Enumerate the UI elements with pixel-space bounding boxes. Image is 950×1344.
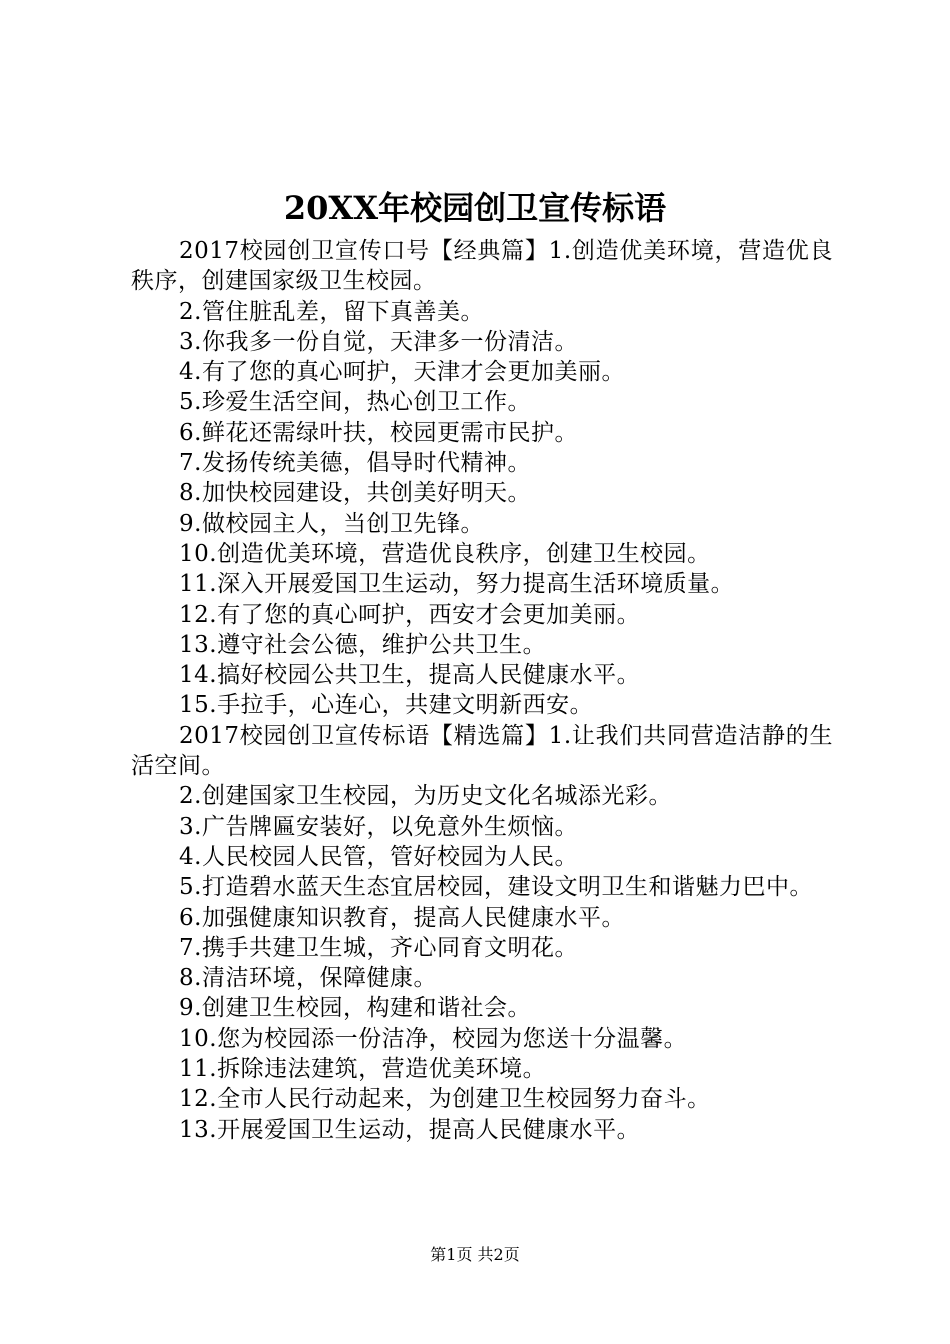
paragraph: 3.你我多一份自觉，天津多一份清洁。 (179, 328, 578, 355)
paragraph: 6.鲜花还需绿叶扶，校园更需市民护。 (179, 419, 578, 446)
paragraph: 11.拆除违法建筑，营造优美环境。 (179, 1056, 547, 1083)
page-footer: 第1页 共2页 (430, 1245, 520, 1264)
paragraph: 8.清洁环境，保障健康。 (179, 965, 437, 992)
paragraph: 5.打造碧水蓝天生态宜居校园，建设文明卫生和谐魅力巴中。 (179, 874, 813, 901)
paragraph: 8.加快校园建设，共创美好明天。 (179, 480, 531, 507)
paragraph: 15.手拉手，心连心，共建文明新西安。 (179, 692, 594, 719)
paragraph: 2017校园创卫宣传标语【精选篇】1.让我们共同营造洁静的生活空间。 (131, 722, 833, 780)
paragraph: 14.搞好校园公共卫生，提高人民健康水平。 (179, 662, 641, 689)
paragraph: 4.有了您的真心呵护，天津才会更加美丽。 (179, 359, 625, 386)
paragraph: 4.人民校园人民管，管好校园为人民。 (179, 843, 578, 870)
paragraph: 2017校园创卫宣传口号【经典篇】1.创造优美环境，营造优良秩序，创建国家级卫生校园。 (131, 238, 833, 295)
paragraph: 13.遵守社会公德，维护公共卫生。 (179, 631, 547, 658)
paragraph: 6.加强健康知识教育，提高人民健康水平。 (179, 904, 625, 931)
paragraph: 9.做校园主人，当创卫先锋。 (179, 510, 484, 537)
paragraph: 12.全市人民行动起来，为创建卫生校园努力奋斗。 (179, 1086, 711, 1113)
paragraph: 5.珍爱生活空间，热心创卫工作。 (179, 389, 531, 416)
document-body (131, 236, 833, 1145)
paragraph: 7.发扬传统美德，倡导时代精神。 (179, 450, 531, 477)
page-title: 20XX年校园创卫宣传标语 (283, 189, 667, 227)
paragraph: 10.创造优美环境，营造优良秩序，创建卫生校园。 (179, 540, 711, 567)
paragraph: 10.您为校园添一份洁净，校园为您送十分温馨。 (179, 1025, 688, 1052)
paragraph: 3.广告牌匾安装好，以免意外生烦恼。 (179, 813, 578, 840)
paragraph: 7.携手共建卫生城，齐心同育文明花。 (179, 934, 578, 961)
paragraph: 9.创建卫生校园，构建和谐社会。 (179, 995, 531, 1022)
paragraph: 12.有了您的真心呵护，西安才会更加美丽。 (179, 601, 641, 628)
paragraph: 2.管住脏乱差，留下真善美。 (179, 298, 484, 325)
paragraph: 2.创建国家卫生校园，为历史文化名城添光彩。 (179, 783, 672, 810)
paragraph: 11.深入开展爱国卫生运动，努力提高生活环境质量。 (179, 571, 735, 598)
paragraph: 13.开展爱国卫生运动，提高人民健康水平。 (179, 1116, 641, 1143)
